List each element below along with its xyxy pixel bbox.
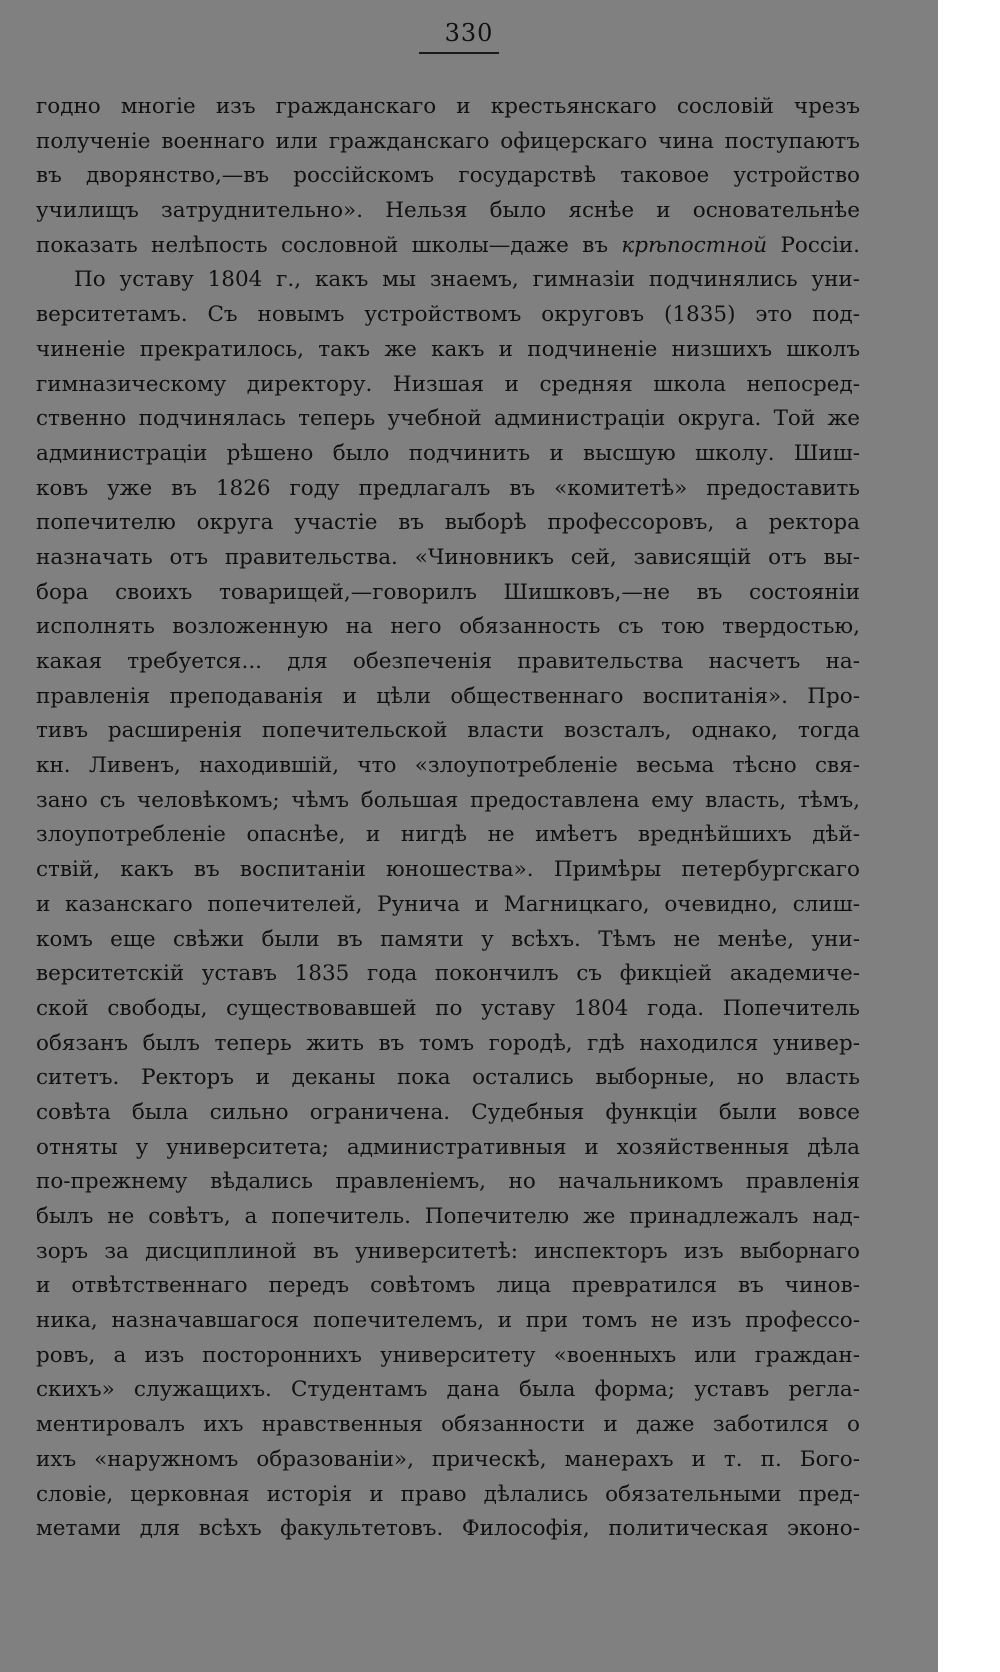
text-line: ствій, какъ въ воспитаніи юношества». Примѣры петербургскаго	[36, 857, 860, 883]
paragraph-2	[36, 263, 860, 1546]
text-line: кн. Ливенъ, находившій, что «злоупотребленіе весьма тѣсно свя-	[36, 753, 860, 779]
text-line: злоупотребленіе опаснѣе, и нигдѣ не имѣетъ вреднѣйшихъ дѣй-	[36, 822, 860, 848]
text-line: зоръ за дисциплиной въ университетѣ: инспекторъ изъ выборнаго	[36, 1238, 860, 1264]
text-line: совѣта была сильно ограничена. Судебныя функціи были вовсе	[36, 1099, 860, 1125]
text-line: ситетъ. Ректоръ и деканы пока остались выборные, но власть	[36, 1065, 860, 1091]
text-line: По уставу 1804 г., какъ мы знаемъ, гимназіи подчинялись уни-	[74, 267, 860, 293]
text-line: какая требуется... для обезпеченія правительства насчетъ на-	[36, 649, 860, 674]
text-line-part: Россіи.	[767, 232, 860, 258]
text-line: отняты у университета; административныя и хозяйственныя дѣла	[36, 1134, 860, 1160]
text-line: словіе, церковная исторія и право дѣлались обязательными пред-	[36, 1481, 860, 1507]
text-line-part: показать нелѣпость сословной школы—даже въ	[36, 232, 622, 258]
text-line: ской свободы, существовавшей по уставу 1804 года. Попечитель	[36, 995, 860, 1021]
text-line: ника, назначавшагося попечителемъ, и при томъ не изъ профессо-	[36, 1308, 860, 1334]
text-line: бора своихъ товарищей,—говорилъ Шишковъ,—не въ состояніи	[36, 579, 860, 605]
text-line: тивъ расширенія попечительской власти возсталъ, однако, тогда	[36, 718, 860, 744]
text-line: былъ не совѣтъ, а попечитель. Попечителю же принадлежалъ над-	[36, 1204, 860, 1229]
text-line: полученіе военнаго или гражданскаго офицерскаго чина поступаютъ	[36, 128, 860, 154]
text-line: ментировалъ ихъ нравственныя обязанности и даже заботился о	[36, 1412, 860, 1438]
text-line: правленія преподаванія и цѣли общественнаго воспитанія». Про-	[36, 683, 860, 709]
text-line: ственно подчинялась теперь учебной администраціи округа. Той же	[36, 406, 860, 432]
paragraph-1	[36, 90, 860, 263]
text-line: исполнять возложенную на него обязанность съ тою твердостью,	[36, 614, 860, 640]
text-line: училищъ затруднительно». Нельзя было яснѣе и основательнѣе	[36, 198, 860, 224]
page-number-rule	[419, 52, 499, 54]
text-line: и отвѣтственнаго передъ совѣтомъ лица превратился въ чинов-	[36, 1273, 860, 1299]
emphasized-word: крѣпостной	[621, 232, 768, 258]
text-line: ровъ, а изъ постороннихъ университету «военныхъ или граждан-	[36, 1342, 860, 1368]
page-number: 330	[444, 19, 494, 47]
text-line: годно многіе изъ гражданскаго и крестьянскаго сословій чрезъ	[36, 94, 860, 119]
text-line: попечителю округа участіе въ выборѣ профессоровъ, а ректора	[36, 510, 860, 536]
text-line: чиненіе прекратилось, такъ же какъ и подчиненіе низшихъ школъ	[36, 336, 860, 362]
text-line: гимназическому директору. Низшая и средняя школа непосред-	[36, 371, 860, 397]
text-line: и казанскаго попечителей, Рунича и Магницкаго, очевидно, слиш-	[36, 891, 860, 917]
text-line: ковъ уже въ 1826 году предлагалъ въ «комитетѣ» предоставить	[36, 475, 860, 501]
text-line: верситетскій уставъ 1835 года покончилъ съ фикціей академиче-	[36, 961, 860, 987]
text-line: комъ еще свѣжи были въ памяти у всѣхъ. Тѣмъ не менѣе, уни-	[36, 926, 860, 952]
text-line: обязанъ былъ теперь жить въ томъ городѣ, гдѣ находился универ-	[36, 1030, 860, 1056]
text-line: по-прежнему вѣдались правленіемъ, но начальникомъ правленія	[36, 1169, 860, 1195]
text-line: верситетамъ. Съ новымъ устройствомъ округовъ (1835) это под-	[36, 302, 860, 328]
text-line: скихъ» служащихъ. Студентамъ дана была форма; уставъ регла-	[36, 1377, 860, 1403]
text-line: въ дворянство,—въ россійскомъ государствѣ таковое устройство	[36, 163, 860, 189]
text-line	[36, 229, 860, 264]
text-line: зано съ человѣкомъ; чѣмъ большая предоставлена ему власть, тѣмъ,	[36, 787, 860, 813]
page-body	[36, 90, 860, 1547]
text-line: назначать отъ правительства. «Чиновникъ сей, зависящій отъ вы-	[36, 544, 860, 570]
text-line: ихъ «наружномъ образованіи», прическѣ, манерахъ и т. п. Бого-	[36, 1446, 860, 1472]
text-line: администраціи рѣшено было подчинить и высшую школу. Шиш-	[36, 440, 860, 466]
text-line: метами для всѣхъ факультетовъ. Философія, политическая эконо-	[36, 1516, 860, 1542]
